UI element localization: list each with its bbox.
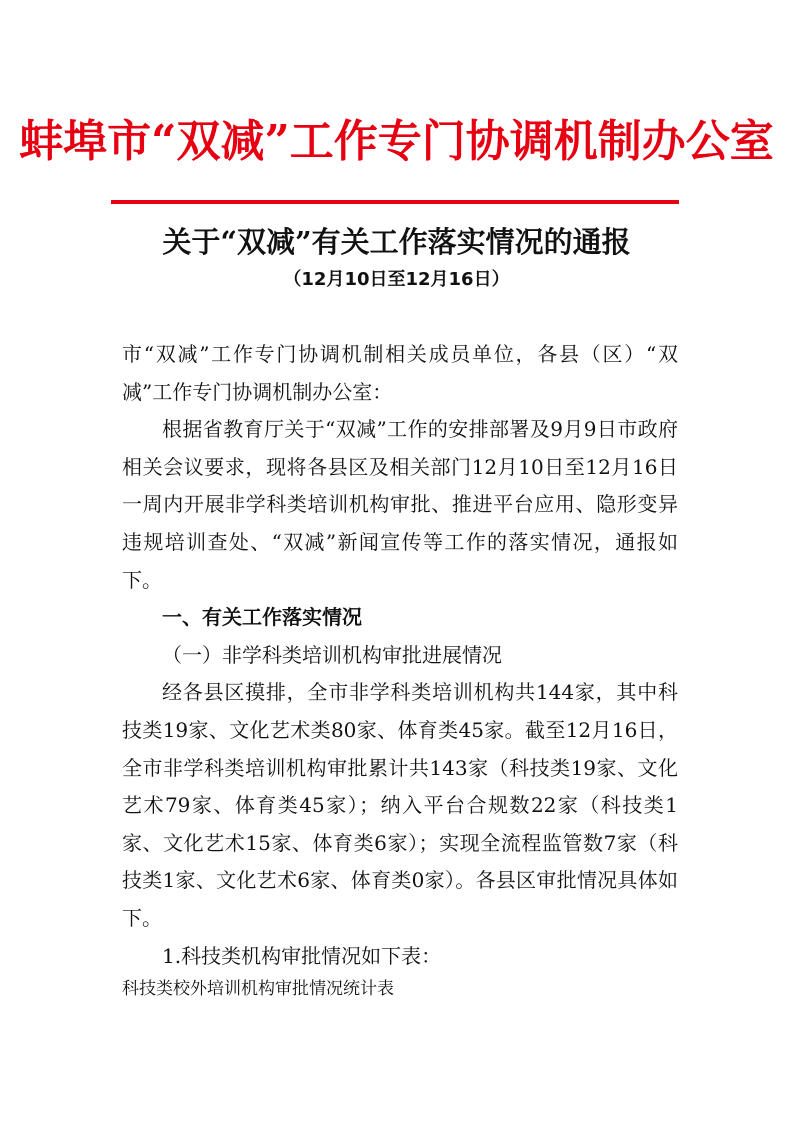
- red-divider-line: [111, 200, 679, 204]
- statistics-paragraph: 经各县区摸排，全市非学科类培训机构共144家，其中科技类19家、文化艺术类80家、体育类45家。截至12月16日，全市非学科类培训机构审批累计共143家（科技类19家、文化艺术79家、体育类45家）；纳入平台合规数22家（科技类1家、文化艺术15家、体育类6家）；实现全流程监管数7家（科技类1家、文化艺术6家、体育类0家）。各县区审批情况具体如下。: [122, 680, 678, 930]
- document-body: [122, 336, 678, 1003]
- table-caption: 科技类校外培训机构审批情况统计表: [122, 979, 394, 1000]
- intro-paragraph: 根据省教育厅关于“双减”工作的安排部署及9月9日市政府相关会议要求，现将各县区及相关部门12月10日至12月16日一周内开展非学科类培训机构审批、推进平台应用、隐形变异违规培训查处、“双减”新闻宣传等工作的落实情况，通报如下。: [122, 417, 678, 592]
- subsection-heading: （一）非学科类培训机构审批进展情况: [162, 642, 502, 667]
- masthead-title: 蚌埠市“双减”工作专门协调机制办公室: [19, 116, 774, 167]
- list-item: 1.科技类机构审批情况如下表：: [162, 943, 442, 968]
- section-heading: 一、有关工作落实情况: [162, 605, 362, 630]
- document-date-range: （12月10日至12月16日）: [283, 269, 510, 290]
- document-title: 关于“双减”有关工作落实情况的通报: [162, 225, 631, 259]
- addressee-paragraph: 市“双减”工作专门协调机制相关成员单位，各县（区）“双减”工作专门协调机制办公室：: [122, 342, 678, 404]
